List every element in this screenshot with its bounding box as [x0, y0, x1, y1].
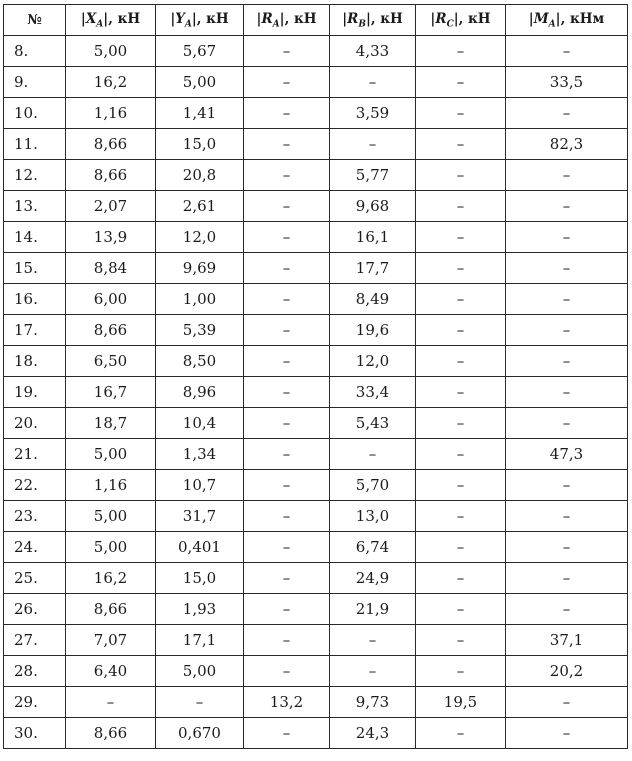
cell-rb: 33,4: [330, 377, 416, 408]
cell-ra: –: [244, 129, 330, 160]
cell-xa: 16,2: [66, 67, 156, 98]
header-variable: R: [261, 10, 273, 27]
cell-rb: 24,9: [330, 563, 416, 594]
cell-ya: 1,41: [156, 98, 244, 129]
cell-ma: –: [506, 346, 628, 377]
cell-xa: 6,00: [66, 284, 156, 315]
cell-rb: 4,33: [330, 36, 416, 67]
cell-rc: –: [416, 377, 506, 408]
cell-rc: –: [416, 656, 506, 687]
table-row: [4, 470, 628, 501]
header-unit: |, кН: [103, 10, 141, 27]
cell-xa: 6,50: [66, 346, 156, 377]
header-subscript: B: [358, 19, 366, 30]
cell-ma: –: [506, 191, 628, 222]
header-variable: R: [435, 10, 447, 27]
header-subscript: A: [96, 19, 104, 30]
cell-ra: –: [244, 222, 330, 253]
cell-ra: –: [244, 36, 330, 67]
cell-ma: –: [506, 408, 628, 439]
header-row: [4, 5, 628, 36]
cell-xa: 8,84: [66, 253, 156, 284]
cell-xa: 1,16: [66, 470, 156, 501]
table-row: [4, 718, 628, 749]
cell-ra: –: [244, 718, 330, 749]
cell-rc: –: [416, 625, 506, 656]
cell-number: 28.: [4, 656, 66, 687]
cell-rc: –: [416, 501, 506, 532]
header-variable: R: [347, 10, 359, 27]
cell-ya: 10,7: [156, 470, 244, 501]
cell-rb: 3,59: [330, 98, 416, 129]
cell-ya: 5,39: [156, 315, 244, 346]
cell-rb: –: [330, 67, 416, 98]
cell-rc: –: [416, 532, 506, 563]
table-header: [4, 5, 628, 36]
cell-number: 10.: [4, 98, 66, 129]
table-row: [4, 67, 628, 98]
table-row: [4, 408, 628, 439]
table-row: [4, 253, 628, 284]
header-text: №: [27, 12, 42, 28]
cell-rb: 12,0: [330, 346, 416, 377]
table-row: [4, 532, 628, 563]
cell-ya: 31,7: [156, 501, 244, 532]
cell-rc: –: [416, 346, 506, 377]
cell-rb: 5,70: [330, 470, 416, 501]
cell-ya: –: [156, 687, 244, 718]
cell-rc: –: [416, 563, 506, 594]
cell-ra: –: [244, 284, 330, 315]
cell-rc: –: [416, 160, 506, 191]
cell-ra: –: [244, 315, 330, 346]
cell-xa: 13,9: [66, 222, 156, 253]
cell-ya: 15,0: [156, 129, 244, 160]
cell-number: 30.: [4, 718, 66, 749]
cell-ya: 1,34: [156, 439, 244, 470]
cell-rb: 9,73: [330, 687, 416, 718]
header-text: |: [80, 10, 86, 27]
cell-number: 22.: [4, 470, 66, 501]
cell-ma: –: [506, 501, 628, 532]
cell-number: 11.: [4, 129, 66, 160]
cell-number: 21.: [4, 439, 66, 470]
table-row: [4, 439, 628, 470]
cell-rc: –: [416, 253, 506, 284]
header-text: |: [256, 10, 262, 27]
reactions-table: [3, 4, 628, 749]
cell-ma: 37,1: [506, 625, 628, 656]
header-ma: [506, 5, 628, 36]
cell-xa: 8,66: [66, 129, 156, 160]
table-row: [4, 160, 628, 191]
cell-rc: –: [416, 315, 506, 346]
table-row: [4, 594, 628, 625]
table-row: [4, 129, 628, 160]
header-unit: |, кН: [365, 10, 403, 27]
table-row: [4, 284, 628, 315]
cell-ma: –: [506, 470, 628, 501]
cell-ra: –: [244, 501, 330, 532]
table-row: [4, 563, 628, 594]
table-row: [4, 98, 628, 129]
cell-ra: –: [244, 439, 330, 470]
cell-rc: –: [416, 36, 506, 67]
cell-ma: –: [506, 718, 628, 749]
cell-ma: –: [506, 377, 628, 408]
cell-number: 19.: [4, 377, 66, 408]
cell-xa: –: [66, 687, 156, 718]
cell-ya: 20,8: [156, 160, 244, 191]
table-row: [4, 222, 628, 253]
cell-ya: 10,4: [156, 408, 244, 439]
table-row: [4, 687, 628, 718]
cell-rc: –: [416, 129, 506, 160]
cell-ma: –: [506, 563, 628, 594]
cell-ra: –: [244, 563, 330, 594]
cell-number: 26.: [4, 594, 66, 625]
cell-rc: 19,5: [416, 687, 506, 718]
header-unit: |, кН: [279, 10, 317, 27]
cell-ma: –: [506, 222, 628, 253]
cell-xa: 5,00: [66, 36, 156, 67]
cell-xa: 1,16: [66, 98, 156, 129]
cell-xa: 5,00: [66, 532, 156, 563]
header-variable: X: [85, 10, 97, 27]
header-subscript: A: [548, 19, 556, 30]
cell-ya: 12,0: [156, 222, 244, 253]
cell-ra: –: [244, 98, 330, 129]
cell-ra: –: [244, 346, 330, 377]
results-sheet: [3, 4, 627, 748]
cell-number: 25.: [4, 563, 66, 594]
cell-number: 13.: [4, 191, 66, 222]
cell-rb: –: [330, 129, 416, 160]
cell-ra: –: [244, 160, 330, 191]
cell-ra: –: [244, 377, 330, 408]
cell-rc: –: [416, 594, 506, 625]
cell-rb: 13,0: [330, 501, 416, 532]
cell-ma: –: [506, 98, 628, 129]
cell-xa: 5,00: [66, 439, 156, 470]
header-ra: [244, 5, 330, 36]
cell-number: 14.: [4, 222, 66, 253]
header-variable: Y: [175, 10, 185, 27]
cell-number: 8.: [4, 36, 66, 67]
cell-ma: –: [506, 532, 628, 563]
cell-xa: 8,66: [66, 594, 156, 625]
header-rb: [330, 5, 416, 36]
cell-ra: –: [244, 470, 330, 501]
cell-ya: 5,00: [156, 67, 244, 98]
table-row: [4, 191, 628, 222]
header-text: |: [170, 10, 176, 27]
cell-number: 9.: [4, 67, 66, 98]
cell-rb: 5,77: [330, 160, 416, 191]
cell-rc: –: [416, 67, 506, 98]
cell-rc: –: [416, 98, 506, 129]
cell-xa: 7,07: [66, 625, 156, 656]
cell-xa: 6,40: [66, 656, 156, 687]
cell-rc: –: [416, 222, 506, 253]
cell-number: 12.: [4, 160, 66, 191]
cell-rc: –: [416, 470, 506, 501]
header-text: |: [430, 10, 436, 27]
table-row: [4, 346, 628, 377]
cell-number: 27.: [4, 625, 66, 656]
header-subscript: A: [184, 19, 192, 30]
cell-ya: 15,0: [156, 563, 244, 594]
cell-ra: –: [244, 656, 330, 687]
cell-ma: 47,3: [506, 439, 628, 470]
cell-ma: –: [506, 594, 628, 625]
cell-ra: –: [244, 67, 330, 98]
cell-xa: 16,2: [66, 563, 156, 594]
cell-ya: 17,1: [156, 625, 244, 656]
header-number: [4, 5, 66, 36]
header-ya: [156, 5, 244, 36]
header-rc: [416, 5, 506, 36]
cell-number: 29.: [4, 687, 66, 718]
cell-xa: 18,7: [66, 408, 156, 439]
cell-ma: –: [506, 253, 628, 284]
header-text: |: [342, 10, 348, 27]
cell-ma: –: [506, 284, 628, 315]
header-unit: |, кНм: [555, 10, 605, 27]
cell-rb: –: [330, 656, 416, 687]
cell-rb: 6,74: [330, 532, 416, 563]
cell-ya: 0,401: [156, 532, 244, 563]
table-row: [4, 656, 628, 687]
cell-ma: –: [506, 687, 628, 718]
cell-ra: –: [244, 191, 330, 222]
header-subscript: A: [272, 19, 280, 30]
cell-ma: –: [506, 315, 628, 346]
cell-rb: 9,68: [330, 191, 416, 222]
header-variable: M: [533, 10, 549, 27]
cell-ya: 5,00: [156, 656, 244, 687]
cell-number: 15.: [4, 253, 66, 284]
cell-ya: 8,96: [156, 377, 244, 408]
cell-ma: 82,3: [506, 129, 628, 160]
cell-rc: –: [416, 191, 506, 222]
cell-ya: 1,93: [156, 594, 244, 625]
cell-rb: –: [330, 625, 416, 656]
cell-ra: –: [244, 594, 330, 625]
table-row: [4, 625, 628, 656]
cell-number: 18.: [4, 346, 66, 377]
cell-xa: 8,66: [66, 315, 156, 346]
cell-rc: –: [416, 284, 506, 315]
cell-xa: 5,00: [66, 501, 156, 532]
cell-xa: 8,66: [66, 160, 156, 191]
cell-rc: –: [416, 408, 506, 439]
cell-xa: 8,66: [66, 718, 156, 749]
cell-ra: 13,2: [244, 687, 330, 718]
header-text: |: [528, 10, 534, 27]
cell-ya: 9,69: [156, 253, 244, 284]
cell-ya: 2,61: [156, 191, 244, 222]
table-body: [4, 36, 628, 749]
cell-ya: 8,50: [156, 346, 244, 377]
cell-number: 23.: [4, 501, 66, 532]
cell-ya: 1,00: [156, 284, 244, 315]
cell-ma: –: [506, 160, 628, 191]
table-row: [4, 315, 628, 346]
cell-ra: –: [244, 532, 330, 563]
header-unit: |, кН: [453, 10, 491, 27]
cell-rb: 21,9: [330, 594, 416, 625]
cell-ra: –: [244, 408, 330, 439]
table-row: [4, 377, 628, 408]
cell-rb: –: [330, 439, 416, 470]
cell-rc: –: [416, 439, 506, 470]
cell-rb: 16,1: [330, 222, 416, 253]
cell-number: 17.: [4, 315, 66, 346]
cell-ra: –: [244, 253, 330, 284]
table-row: [4, 36, 628, 67]
cell-number: 16.: [4, 284, 66, 315]
cell-rb: 5,43: [330, 408, 416, 439]
cell-rb: 24,3: [330, 718, 416, 749]
cell-ya: 0,670: [156, 718, 244, 749]
header-unit: |, кН: [191, 10, 229, 27]
header-xa: [66, 5, 156, 36]
cell-ma: –: [506, 36, 628, 67]
cell-xa: 2,07: [66, 191, 156, 222]
cell-ya: 5,67: [156, 36, 244, 67]
table-row: [4, 501, 628, 532]
cell-rb: 8,49: [330, 284, 416, 315]
cell-ma: 20,2: [506, 656, 628, 687]
cell-rb: 19,6: [330, 315, 416, 346]
cell-ma: 33,5: [506, 67, 628, 98]
cell-xa: 16,7: [66, 377, 156, 408]
cell-rb: 17,7: [330, 253, 416, 284]
cell-ra: –: [244, 625, 330, 656]
cell-rc: –: [416, 718, 506, 749]
cell-number: 20.: [4, 408, 66, 439]
cell-number: 24.: [4, 532, 66, 563]
header-subscript: C: [446, 19, 454, 30]
